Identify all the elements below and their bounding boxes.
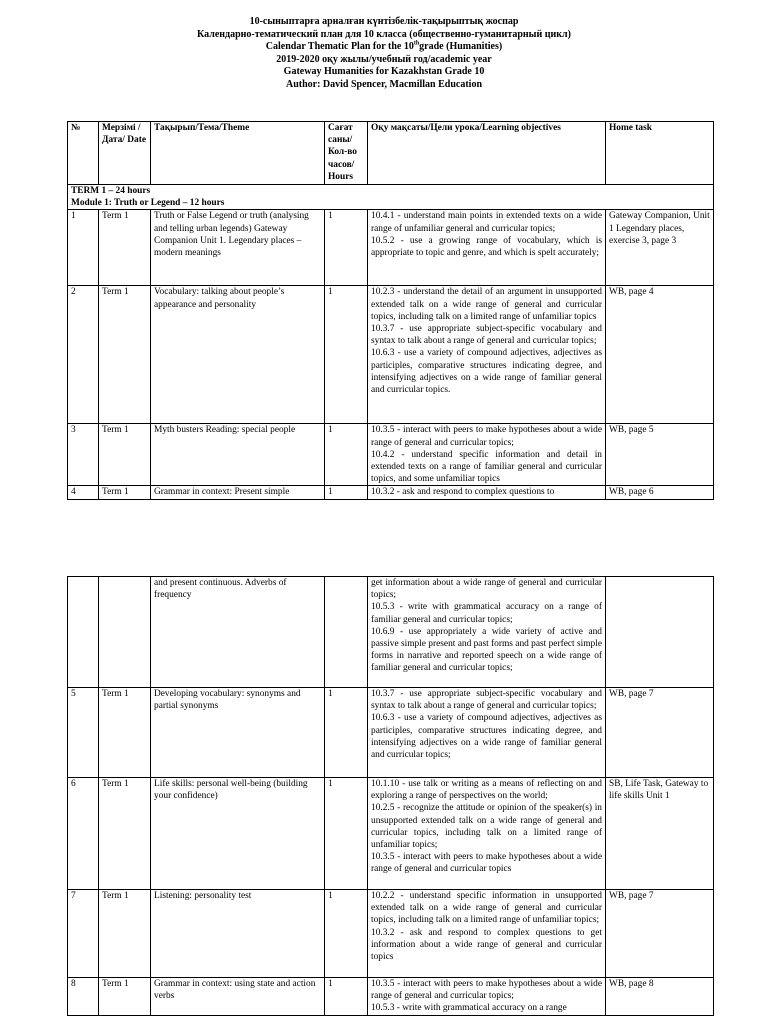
objective-item: 10.3.7 - use appropriate subject-specific vocabulary and syntax to talk about a range of general and curricular topics; [371, 689, 602, 712]
header-academic-year: 2019-2020 оқу жылы/учебный год/academic year [276, 53, 492, 65]
objective-item: 10.3.2 - ask and respond to complex questions to [371, 487, 555, 498]
cell-num: 4 [68, 486, 99, 500]
cell-theme: Grammar in context: Present simple [151, 486, 325, 500]
table-row [68, 778, 714, 890]
cell-hours: 1 [325, 424, 368, 486]
objective-item: 10.5.2 - use a growing range of vocabulary, which is appropriate to topic and genre, and which is spelt accurately; [371, 235, 602, 259]
col-header-home-task: Home task [606, 122, 714, 185]
cell-date: Term 1 [99, 890, 151, 978]
objective-item: 10.6.9 - use appropriately a wide variety of active and passive simple present and past forms and past perfect simple forms in narrative and reported speech on a wide range of familiar general and curricular topics; [371, 626, 602, 674]
objective-item: 10.3.5 - interact with peers to make hypotheses about a wide range of general and curricular topics; [371, 425, 602, 448]
cell-date [99, 577, 151, 688]
cell-objectives [368, 424, 606, 486]
cell-date: Term 1 [99, 286, 151, 424]
cell-num: 8 [68, 978, 99, 1016]
cell-num: 1 [68, 210, 99, 286]
term-heading: TERM 1 – 24 hours [71, 186, 151, 196]
module-heading: Module 1: Truth or Legend – 12 hours [71, 198, 225, 209]
cell-home-task: WB, page 6 [606, 486, 714, 500]
table-header-row [68, 122, 714, 185]
cell-num [68, 577, 99, 688]
objective-item: 10.6.3 - use a variety of compound adjectives, adjectives as participles, comparative structures indicating degree, and intensifying adjectives on a wide range of familiar general and curricular topics. [371, 348, 602, 396]
cell-objectives [368, 688, 606, 778]
objective-item: 10.2.5 - recognize the attitude or opinion of the speaker(s) in unsupported extended talk on a wide range of general and curricular topics, including talk on a limited range of unfamiliar topics; [371, 803, 602, 851]
cell-objectives [368, 210, 606, 286]
cell-theme: Myth busters Reading: special people [151, 424, 325, 486]
objective-item: get information about a wide range of general and curricular topics; [371, 578, 602, 601]
cell-objectives [368, 486, 606, 500]
objective-item: 10.6.3 - use a variety of compound adjectives, adjectives as participles, comparative structures indicating degree, and intensifying adjectives on a wide range of familiar general and curricular topics; [371, 713, 602, 761]
cell-num: 3 [68, 424, 99, 486]
term-module-heading [68, 185, 714, 210]
plan-table-page2 [67, 576, 714, 1016]
objective-item: 10.2.2 - understand specific information in unsupported extended talk on a wide range of general and curricular topics, including talk on a limited range of unfamiliar topics; [371, 891, 602, 926]
cell-num: 6 [68, 778, 99, 890]
cell-home-task: WB, page 8 [606, 978, 714, 1016]
col-header-date: Мерзімі / Дата/ Date [99, 122, 151, 185]
cell-date: Term 1 [99, 424, 151, 486]
cell-date: Term 1 [99, 778, 151, 890]
cell-hours: 1 [325, 978, 368, 1016]
cell-objectives [368, 778, 606, 890]
objective-item: 10.3.7 - use appropriate subject-specific vocabulary and syntax to talk about a range of general and curricular topics; [371, 324, 602, 347]
objective-item: 10.3.5 - interact with peers to make hypotheses about a wide range of general and curricular topics [371, 852, 602, 875]
cell-theme: Truth or False Legend or truth (analysing and telling urban legends) Gateway Companion Unit 1. Legendary places – modern meanings [151, 210, 325, 286]
table-row [68, 688, 714, 778]
cell-hours: 1 [325, 286, 368, 424]
table-row [68, 210, 714, 286]
objective-item: 10.5.3 - write with grammatical accuracy on a range of familiar general and curricular topics; [371, 602, 602, 625]
objective-item: 10.1.10 - use talk or writing as a means of reflecting on and exploring a range of perspectives on the world; [371, 779, 602, 802]
cell-hours: 1 [325, 890, 368, 978]
document-header [0, 16, 768, 92]
cell-theme: Life skills: personal well-being (building your confidence) [151, 778, 325, 890]
term-heading-row [68, 185, 714, 210]
cell-theme: Grammar in context: using state and action verbs [151, 978, 325, 1016]
header-author: Author: David Spencer, Macmillan Education [285, 78, 483, 90]
table-row [68, 286, 714, 424]
header-title-kazakh: 10-сыныптарға арналған күнтізбелік-тақырыптық жоспар [249, 16, 519, 27]
header-course: Gateway Humanities for Kazakhstan Grade 10 [283, 66, 485, 78]
table-row [68, 978, 714, 1016]
cell-hours: 1 [325, 486, 368, 500]
col-header-theme: Тақырып/Тема/Theme [151, 122, 325, 185]
cell-num: 2 [68, 286, 99, 424]
header-title-russian: Календарно-тематический план для 10 класса (общественно-гуманитарный цикл) [197, 28, 571, 40]
cell-objectives [368, 890, 606, 978]
cell-home-task: WB, page 7 [606, 688, 714, 778]
cell-date: Term 1 [99, 688, 151, 778]
objective-item: 10.2.3 - understand the detail of an argument in unsupported extended talk on a wide range of general and curricular topics, including talk on a limited range of unfamiliar topics [371, 287, 602, 322]
cell-home-task: WB, page 5 [606, 424, 714, 486]
objective-item: 10.4.2 - understand specific information and detail in extended texts on a range of familiar general and curricular topics, and some unfamiliar topics [371, 449, 602, 485]
cell-home-task [606, 577, 714, 688]
objective-item: 10.5.3 - write with grammatical accuracy on a range [371, 1003, 567, 1014]
cell-theme: Developing vocabulary: synonyms and partial synonyms [151, 688, 325, 778]
cell-objectives [368, 978, 606, 1016]
cell-home-task: Gateway Companion, Unit 1 Legendary places, exercise 3, page 3 [606, 210, 714, 286]
cell-date: Term 1 [99, 978, 151, 1016]
table-row [68, 424, 714, 486]
cell-objectives [368, 577, 606, 688]
header-title-english: Calendar Thematic Plan for the 10thgrade (Humanities) [265, 40, 503, 53]
cell-home-task: SB, Life Task, Gateway to life skills Unit 1 [606, 778, 714, 890]
table-row [68, 890, 714, 978]
cell-theme: Vocabulary: talking about people’s appearance and personality [151, 286, 325, 424]
objective-item: 10.4.1 - understand main points in extended texts on a wide range of unfamiliar general and curricular topics; [371, 211, 602, 234]
objective-item: 10.3.2 - ask and respond to complex questions to get information about a wide range of general and curricular topics [371, 927, 602, 963]
cell-home-task: WB, page 4 [606, 286, 714, 424]
cell-date: Term 1 [99, 210, 151, 286]
cell-date: Term 1 [99, 486, 151, 500]
cell-num: 5 [68, 688, 99, 778]
cell-hours [325, 577, 368, 688]
cell-num: 7 [68, 890, 99, 978]
cell-theme: Listening: personality test [151, 890, 325, 978]
cell-objectives [368, 286, 606, 424]
cell-hours: 1 [325, 210, 368, 286]
table-row-continuation [68, 577, 714, 688]
col-header-objectives: Оқу мақсаты/Цели урока/Learning objectives [368, 122, 606, 185]
cell-home-task: WB, page 7 [606, 890, 714, 978]
cell-hours: 1 [325, 688, 368, 778]
col-header-num: № [68, 122, 99, 185]
table-row [68, 486, 714, 500]
plan-table-page1 [67, 121, 714, 500]
col-header-hours: Сағат саны/ Кол-во часов/ Hours [325, 122, 368, 185]
cell-theme: and present continuous. Adverbs of frequency [151, 577, 325, 688]
objective-item: 10.3.5 - interact with peers to make hypotheses about a wide range of general and curricular topics; [371, 979, 602, 1002]
cell-hours: 1 [325, 778, 368, 890]
